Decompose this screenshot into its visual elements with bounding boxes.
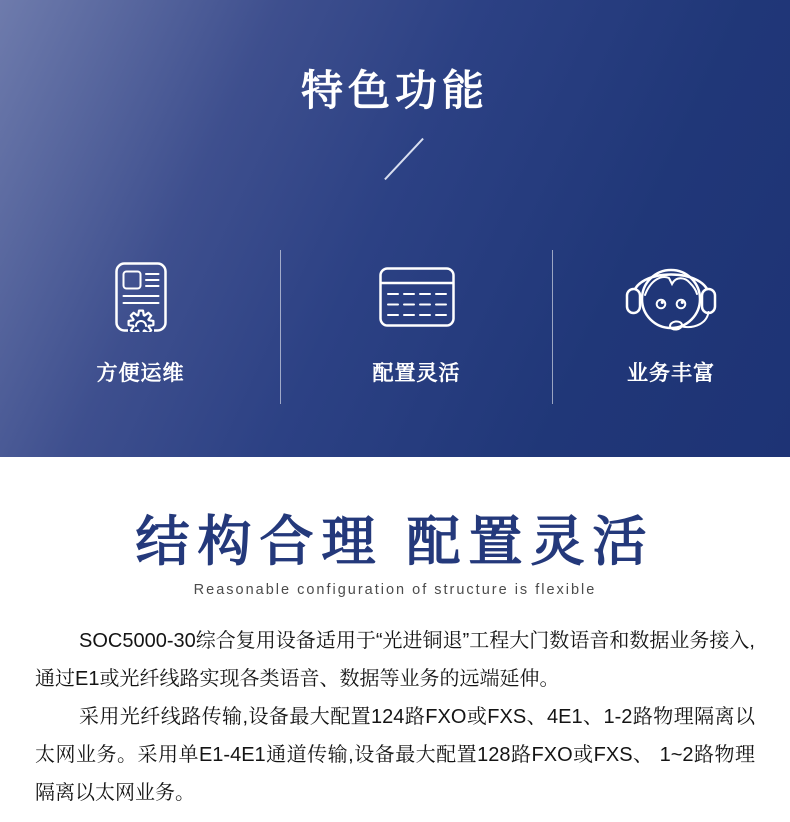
vertical-divider <box>552 250 553 404</box>
headset-agent-icon-svg <box>623 251 719 343</box>
paragraph-1: SOC5000-30综合复用设备适用于“光进铜退”工程大门数语音和数据业务接入,通过E1或光纤线路实现各类语音、数据等业务的远端延伸。 <box>35 630 755 690</box>
config-table-icon <box>379 247 455 347</box>
feature-row <box>0 247 790 387</box>
headset-agent-icon <box>623 247 719 347</box>
body-text <box>35 622 755 812</box>
feature-label: 业务丰富 <box>627 362 715 385</box>
document-gear-icon-svg <box>115 262 167 332</box>
content-section <box>0 457 790 812</box>
document-gear-icon <box>115 247 167 347</box>
slash-divider <box>384 138 424 180</box>
feature-rich-services <box>552 247 790 387</box>
config-table-icon-svg <box>379 267 455 327</box>
vertical-divider <box>280 250 281 404</box>
paragraph-2: 采用光纤线路传输,设备最大配置124路FXO或FXS、4E1、1-2路物理隔离以太网业务。采用单E1-4E1通道传输,设备最大配置128路FXO或FXS、 1~2路物理隔离以太网业务。 <box>35 706 755 804</box>
feature-flexible-config <box>281 247 552 387</box>
section-heading: 结构合理 配置灵活 <box>135 512 655 572</box>
hero-title: 特色功能 <box>300 67 489 114</box>
section-subheading: Reasonable configuration of structure is flexible <box>193 582 597 598</box>
feature-label: 配置灵活 <box>372 362 461 385</box>
feature-label: 方便运维 <box>96 362 185 385</box>
feature-easy-maintenance <box>0 247 281 387</box>
